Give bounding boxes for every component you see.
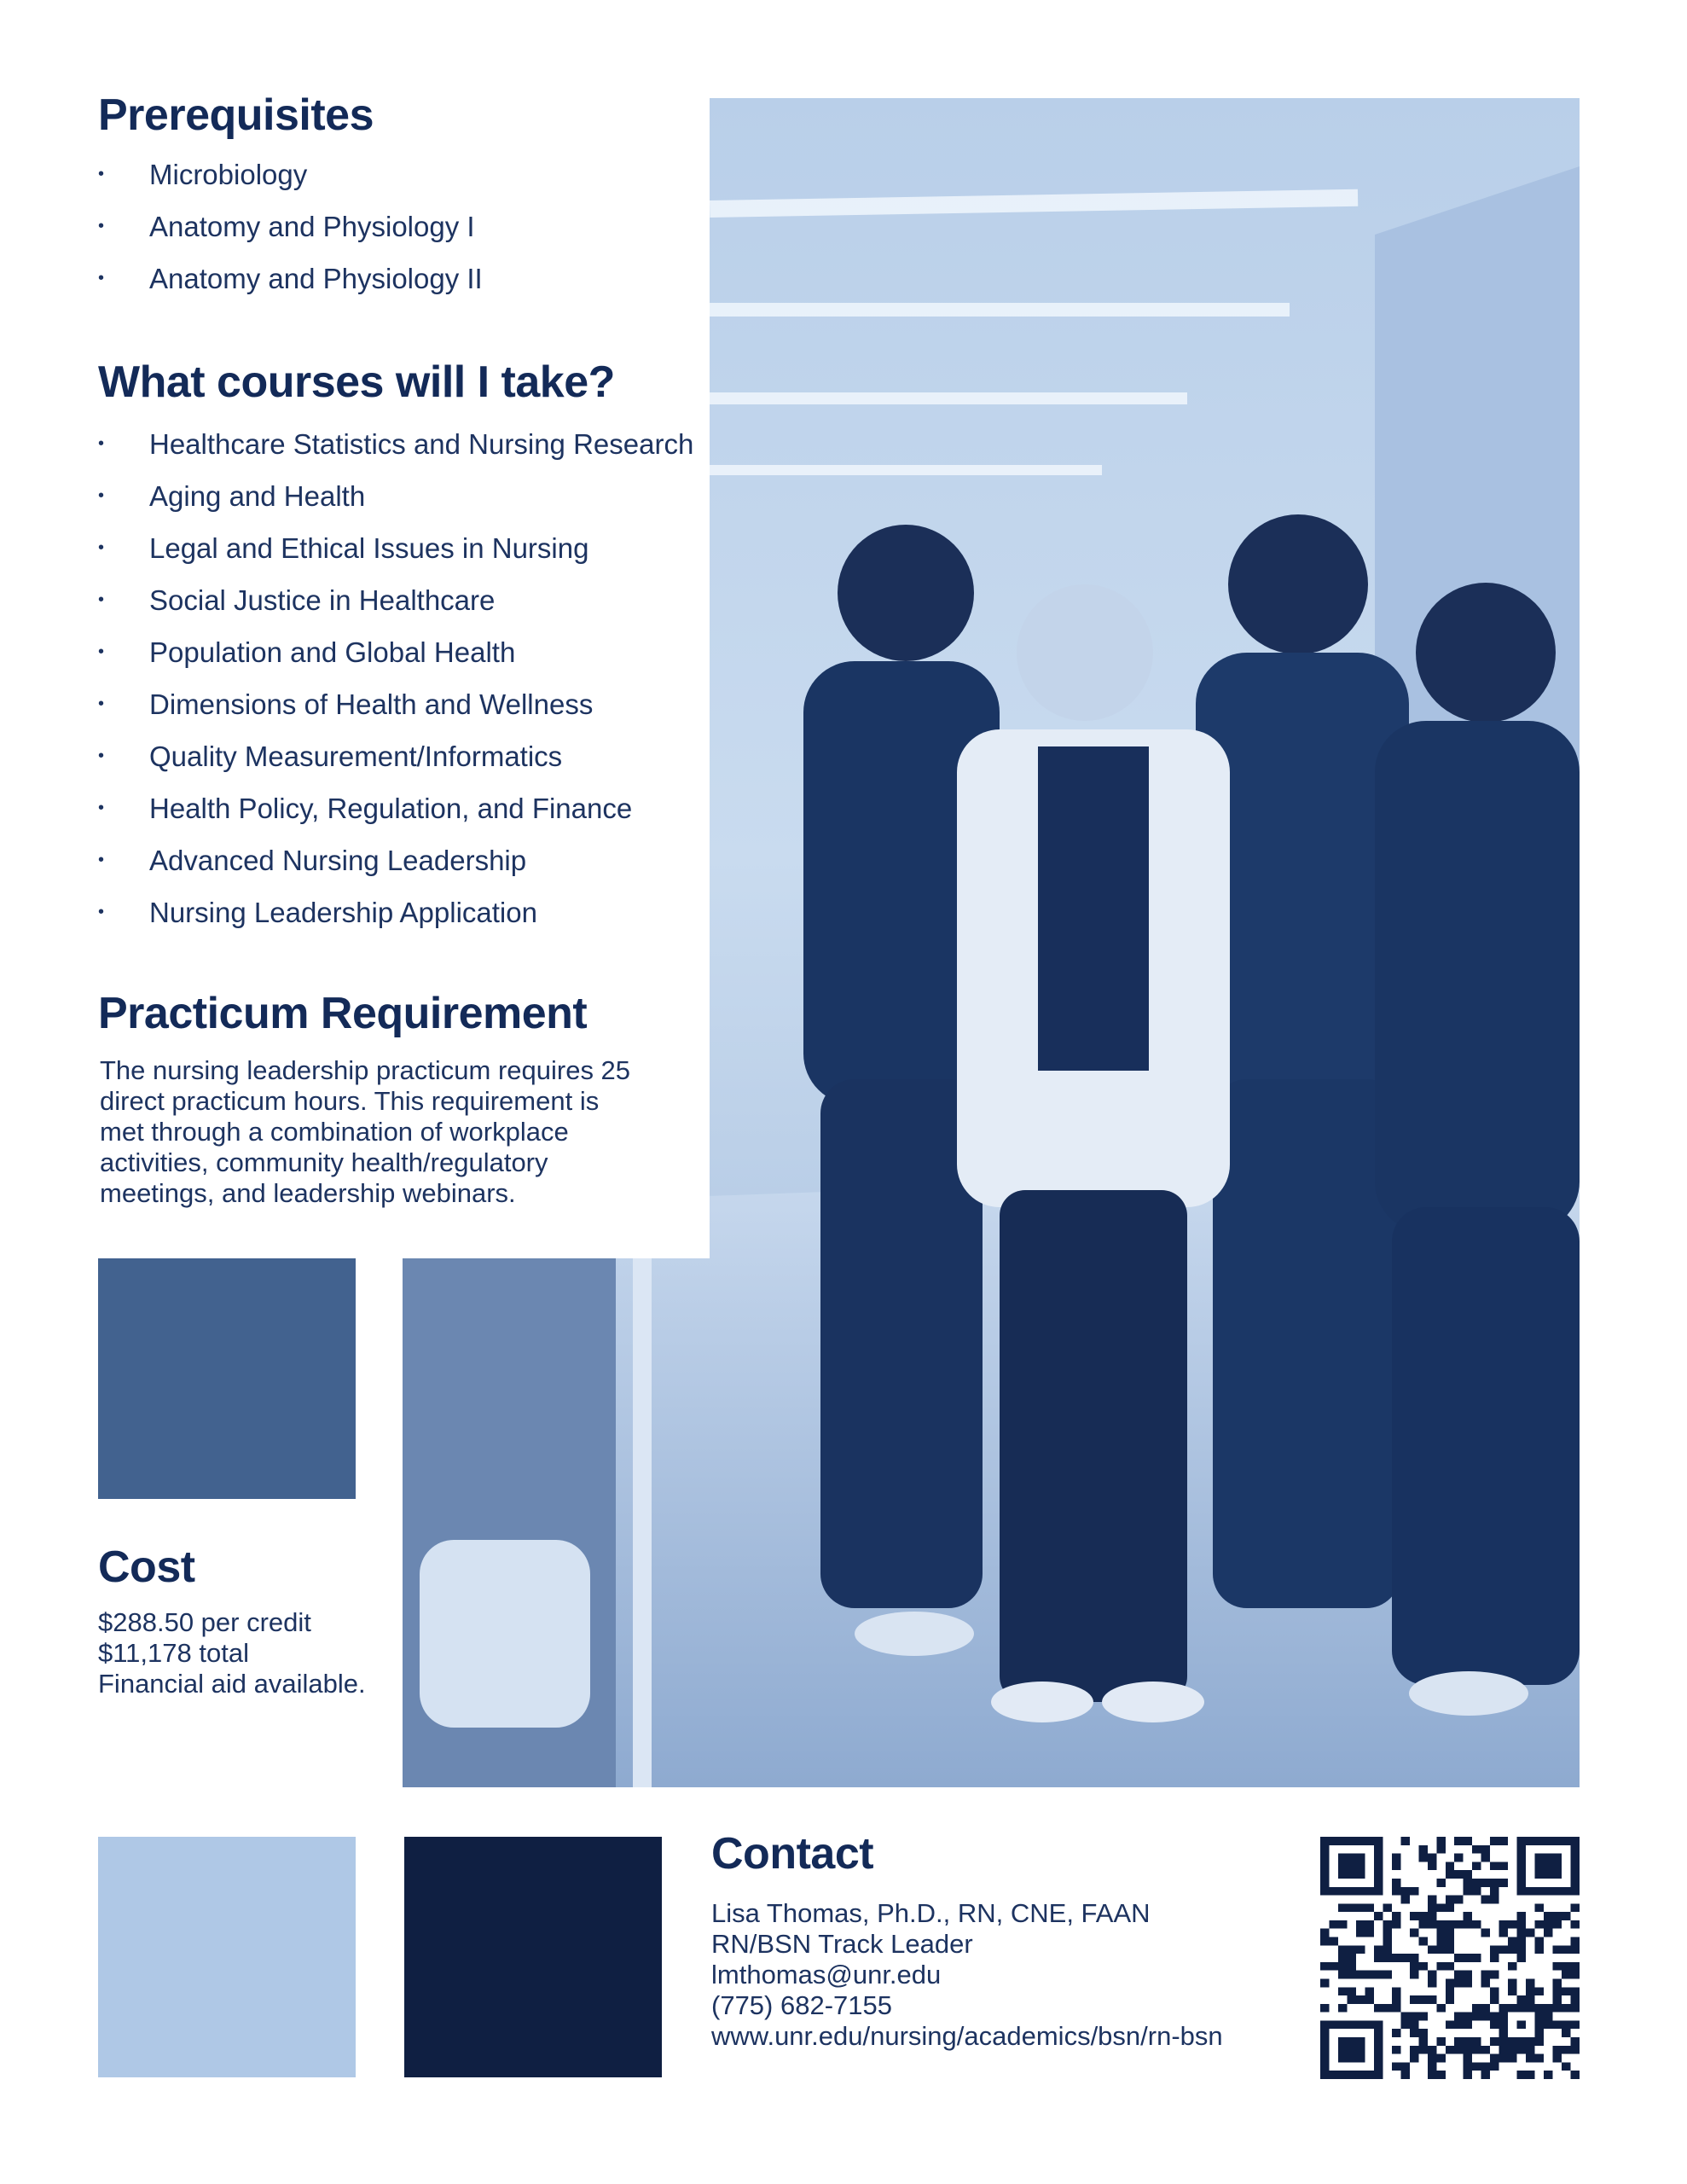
light-blue-square [98,1837,356,2077]
list-item: • Advanced Nursing Leadership [98,834,693,886]
prerequisites-list [98,148,483,305]
list-item: • Microbiology [98,148,483,200]
contact-details [711,1898,1223,2052]
financial-aid-note: Financial aid available. [98,1669,366,1699]
practicum-line: The nursing leadership practicum requires 25 [100,1055,631,1085]
practicum-line: activities, community health/regulatory [100,1147,548,1177]
list-item: • Health Policy, Regulation, and Finance [98,782,693,834]
list-item: • Legal and Ethical Issues in Nursing [98,522,693,574]
contact-name: Lisa Thomas, Ph.D., RN, CNE, FAAN [711,1898,1151,1928]
courses-list [98,418,693,938]
list-item: • Anatomy and Physiology I [98,200,483,253]
list-item: • Healthcare Statistics and Nursing Research [98,418,693,470]
contact-email[interactable]: lmthomas@unr.edu [711,1960,942,1989]
list-item: • Dimensions of Health and Wellness [98,678,693,730]
list-item: • Anatomy and Physiology II [98,253,483,305]
practicum-line: direct practicum hours. This requirement is [100,1086,600,1116]
courses-heading: What courses will I take? [98,357,615,407]
mid-blue-square [98,1258,356,1499]
cost-total: $11,178 total [98,1638,249,1668]
contact-title: RN/BSN Track Leader [711,1929,973,1959]
practicum-description [100,1055,630,1209]
qr-code[interactable] [1320,1837,1580,2079]
list-item: • Quality Measurement/Informatics [98,730,693,782]
prerequisites-heading: Prerequisites [98,90,374,140]
cost-heading: Cost [98,1542,195,1592]
list-item: • Aging and Health [98,470,693,522]
contact-url[interactable]: www.unr.edu/nursing/academics/bsn/rn-bsn [711,2021,1223,2051]
practicum-heading: Practicum Requirement [98,989,588,1038]
list-item: • Nursing Leadership Application [98,886,693,938]
navy-square [404,1837,662,2077]
cost-details [98,1607,366,1699]
list-item: • Population and Global Health [98,626,693,678]
list-item: • Social Justice in Healthcare [98,574,693,626]
practicum-line: meetings, and leadership webinars. [100,1178,516,1208]
contact-heading: Contact [711,1829,874,1879]
practicum-line: met through a combination of workplace [100,1117,569,1147]
contact-phone[interactable]: (775) 682-7155 [711,1990,892,2020]
cost-per-credit: $288.50 per credit [98,1607,311,1637]
